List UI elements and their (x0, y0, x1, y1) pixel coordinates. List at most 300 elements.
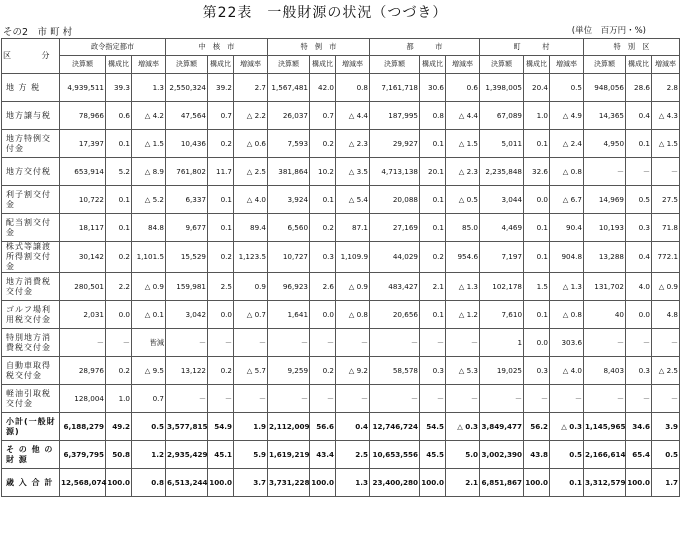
table-cell: 0.0 (208, 301, 234, 329)
table-cell: 1.5 (524, 273, 550, 301)
table-cell: 40 (584, 301, 626, 329)
table-cell: 1,123.5 (234, 242, 268, 273)
table-cell: 1,619,219 (268, 441, 310, 469)
table-cell: 1.3 (132, 74, 166, 102)
table-cell: 303.6 (550, 329, 584, 357)
table-cell: 89.4 (234, 214, 268, 242)
row-label: 地方交付税 (2, 158, 60, 186)
table-cell: 0.7 (208, 102, 234, 130)
table-cell: － (310, 329, 336, 357)
table-cell: 6,560 (268, 214, 310, 242)
table-cell: － (310, 385, 336, 413)
table-cell: 0.5 (550, 74, 584, 102)
table-cell: 3.9 (652, 413, 680, 441)
table-cell: 15,529 (166, 242, 208, 273)
table-cell: 14,969 (584, 186, 626, 214)
table-row (2, 74, 680, 102)
table-cell: － (626, 158, 652, 186)
table-cell: 0.9 (234, 273, 268, 301)
table-cell: 0.2 (106, 242, 132, 273)
table-cell: 54.9 (208, 413, 234, 441)
table-cell: 7,197 (480, 242, 524, 273)
table-cell: 10,722 (60, 186, 106, 214)
group-header: 町 村 (480, 39, 584, 56)
column-subheader: 構成比 (310, 56, 336, 74)
table-cell: 1,145,965 (584, 413, 626, 441)
table-cell: 483,427 (370, 273, 420, 301)
table-cell: 131,702 (584, 273, 626, 301)
table-cell: △ 2.3 (336, 130, 370, 158)
table-cell: － (626, 385, 652, 413)
table-row (2, 214, 680, 242)
column-subheader: 増減率 (234, 56, 268, 74)
table-row (2, 329, 680, 357)
table-cell: 11.7 (208, 158, 234, 186)
table-cell: 0.1 (550, 469, 584, 497)
table-cell: △ 1.2 (446, 301, 480, 329)
table-cell: 2,031 (60, 301, 106, 329)
table-cell: 10,727 (268, 242, 310, 273)
column-subheader: 決算額 (370, 56, 420, 74)
table-cell: 6,337 (166, 186, 208, 214)
table-cell: 87.1 (336, 214, 370, 242)
table-cell: 0.0 (626, 301, 652, 329)
table-cell: 2.6 (310, 273, 336, 301)
table-cell: △ 5.3 (446, 357, 480, 385)
table-cell: 54.5 (420, 413, 446, 441)
table-cell: 100.0 (106, 469, 132, 497)
table-cell: 2.1 (446, 469, 480, 497)
table-cell: 5.2 (106, 158, 132, 186)
table-cell: 4,469 (480, 214, 524, 242)
column-subheader: 決算額 (268, 56, 310, 74)
table-cell: 13,288 (584, 242, 626, 273)
table-cell: 0.1 (420, 186, 446, 214)
table-cell: 954.6 (446, 242, 480, 273)
table-row (2, 413, 680, 441)
table-cell: － (550, 385, 584, 413)
table-cell: 皆減 (132, 329, 166, 357)
table-cell: △ 9.2 (336, 357, 370, 385)
column-subheader: 増減率 (336, 56, 370, 74)
table-cell: 3,577,815 (166, 413, 208, 441)
table-cell: 0.3 (626, 357, 652, 385)
table-cell: 10,193 (584, 214, 626, 242)
table-cell: △ 4.2 (132, 102, 166, 130)
table-cell: 2.8 (652, 74, 680, 102)
table-cell: 100.0 (524, 469, 550, 497)
table-cell: － (626, 329, 652, 357)
table-cell: 3,731,228 (268, 469, 310, 497)
row-label: そ の 他 の 財 源 (2, 441, 60, 469)
table-row (2, 301, 680, 329)
table-cell: 44,029 (370, 242, 420, 273)
table-cell: － (446, 329, 480, 357)
table-cell: 78,966 (60, 102, 106, 130)
column-subheader: 決算額 (166, 56, 208, 74)
table-cell: 0.2 (420, 242, 446, 273)
table-cell: 0.2 (310, 214, 336, 242)
table-cell: 3,312,579 (584, 469, 626, 497)
table-cell: 3.7 (234, 469, 268, 497)
row-label: 自動車取得税交付金 (2, 357, 60, 385)
table-cell: 7,593 (268, 130, 310, 158)
table-cell: 26,037 (268, 102, 310, 130)
table-cell: △ 5.7 (234, 357, 268, 385)
table-cell: 56.2 (524, 413, 550, 441)
table-cell: 49.2 (106, 413, 132, 441)
table-cell: 0.2 (208, 130, 234, 158)
table-cell: 0.4 (626, 102, 652, 130)
table-cell: － (584, 158, 626, 186)
table-cell: 280,501 (60, 273, 106, 301)
group-header: 政令指定都市 (60, 39, 166, 56)
table-cell: 30.6 (420, 74, 446, 102)
table-cell: － (584, 329, 626, 357)
table-cell: 34.6 (626, 413, 652, 441)
table-cell: △ 0.3 (550, 413, 584, 441)
row-label: ゴルフ場利用税交付金 (2, 301, 60, 329)
table-row (2, 357, 680, 385)
table-cell: 2,935,429 (166, 441, 208, 469)
table-cell: 3,044 (480, 186, 524, 214)
group-header: 特 例 市 (268, 39, 370, 56)
table-cell: 0.0 (310, 301, 336, 329)
table-row (2, 130, 680, 158)
column-subheader: 決算額 (584, 56, 626, 74)
page-title: 第22表 一般財源の状況（つづき） (202, 5, 448, 21)
table-cell: 1.3 (336, 469, 370, 497)
table-cell: △ 8.9 (132, 158, 166, 186)
table-cell: 1,641 (268, 301, 310, 329)
table-cell: 0.1 (524, 130, 550, 158)
table-row (2, 242, 680, 273)
table-cell: △ 0.9 (336, 273, 370, 301)
table-cell: 7,161,718 (370, 74, 420, 102)
table-cell: 1.9 (234, 413, 268, 441)
table-cell: 0.7 (310, 102, 336, 130)
column-subheader: 構成比 (106, 56, 132, 74)
table-cell: 30,142 (60, 242, 106, 273)
table-cell: △ 9.5 (132, 357, 166, 385)
table-cell: 1.2 (132, 441, 166, 469)
table-cell: 1,109.9 (336, 242, 370, 273)
row-label: 小計(一般財源) (2, 413, 60, 441)
table-cell: 0.2 (208, 357, 234, 385)
table-cell: － (208, 329, 234, 357)
row-label: 地方消費税交付金 (2, 273, 60, 301)
table-cell: 0.4 (336, 413, 370, 441)
table-cell: △ 2.5 (234, 158, 268, 186)
table-cell: 32.6 (524, 158, 550, 186)
column-subheader: 構成比 (208, 56, 234, 74)
table-cell: 0.2 (106, 357, 132, 385)
table-row (2, 186, 680, 214)
table-cell: 6,379,795 (60, 441, 106, 469)
table-cell: － (652, 158, 680, 186)
table-cell: 2.1 (420, 273, 446, 301)
table-cell: 20.1 (420, 158, 446, 186)
table-cell: 0.2 (208, 242, 234, 273)
table-cell: 904.8 (550, 242, 584, 273)
table-cell: － (166, 385, 208, 413)
table-cell: 20,656 (370, 301, 420, 329)
table-cell: 0.3 (626, 214, 652, 242)
table-cell: 42.0 (310, 74, 336, 102)
table-cell: 2,112,009 (268, 413, 310, 441)
table-cell: － (268, 385, 310, 413)
table-cell: 47,564 (166, 102, 208, 130)
table-cell: 2.5 (208, 273, 234, 301)
group-header: 特 別 区 (584, 39, 680, 56)
table-cell: 0.5 (626, 186, 652, 214)
table-cell: △ 3.5 (336, 158, 370, 186)
table-cell: 159,981 (166, 273, 208, 301)
table-cell: 6,851,867 (480, 469, 524, 497)
table-cell: 13,122 (166, 357, 208, 385)
table-cell: 653,914 (60, 158, 106, 186)
table-cell: △ 0.8 (336, 301, 370, 329)
table-cell: 3,924 (268, 186, 310, 214)
table-cell: 6,513,244 (166, 469, 208, 497)
table-cell: － (234, 329, 268, 357)
table-cell: 17,397 (60, 130, 106, 158)
table-cell: △ 6.7 (550, 186, 584, 214)
table-cell: 67,089 (480, 102, 524, 130)
table-cell: 0.0 (106, 301, 132, 329)
table-cell: 0.1 (420, 214, 446, 242)
table-cell: － (524, 385, 550, 413)
table-cell: 948,056 (584, 74, 626, 102)
row-label: 株式等譲渡所得割交付金 (2, 242, 60, 273)
table-row (2, 469, 680, 497)
table-cell: △ 2.5 (652, 357, 680, 385)
table-cell: － (652, 385, 680, 413)
table-cell: △ 0.7 (234, 301, 268, 329)
table-cell: 39.2 (208, 74, 234, 102)
row-label: 地方特例交付金 (2, 130, 60, 158)
table-cell: － (234, 385, 268, 413)
table-cell: △ 4.4 (446, 102, 480, 130)
table-cell: 19,025 (480, 357, 524, 385)
table-cell: 0.2 (310, 130, 336, 158)
column-subheader: 増減率 (550, 56, 584, 74)
table-cell: △ 1.3 (446, 273, 480, 301)
table-cell: 1,398,005 (480, 74, 524, 102)
table-cell: 3,042 (166, 301, 208, 329)
table-cell: 12,568,074 (60, 469, 106, 497)
table-cell: 20,088 (370, 186, 420, 214)
table-cell: 0.8 (336, 74, 370, 102)
table-cell: △ 4.4 (336, 102, 370, 130)
table-cell: △ 0.8 (550, 158, 584, 186)
table-cell: 4.8 (652, 301, 680, 329)
table-cell: － (420, 385, 446, 413)
table-cell: 27.5 (652, 186, 680, 214)
row-label: 地 方 税 (2, 74, 60, 102)
table-cell: 100.0 (626, 469, 652, 497)
table-cell: 4,713,138 (370, 158, 420, 186)
table-cell: 2,550,324 (166, 74, 208, 102)
table-cell: △ 4.3 (652, 102, 680, 130)
table-cell: △ 0.3 (446, 413, 480, 441)
table-cell: 2,235,848 (480, 158, 524, 186)
table-cell: － (106, 329, 132, 357)
table-cell: △ 1.5 (132, 130, 166, 158)
table-cell: △ 5.4 (336, 186, 370, 214)
column-subheader: 構成比 (420, 56, 446, 74)
table-cell: 0.5 (652, 441, 680, 469)
group-header: 都 市 (370, 39, 480, 56)
unit-note: (単位 百万円・%) (571, 26, 646, 36)
table-cell: － (370, 385, 420, 413)
table-cell: 7,610 (480, 301, 524, 329)
row-label: 軽油引取税交付金 (2, 385, 60, 413)
table-cell: － (446, 385, 480, 413)
table-cell: △ 0.8 (550, 301, 584, 329)
table-cell: 23,400,280 (370, 469, 420, 497)
table-cell: 0.1 (626, 130, 652, 158)
table-cell: 45.1 (208, 441, 234, 469)
table-cell: 9,677 (166, 214, 208, 242)
table-cell: 58,578 (370, 357, 420, 385)
column-subheader: 増減率 (132, 56, 166, 74)
table-row (2, 441, 680, 469)
table-cell: 65.4 (626, 441, 652, 469)
table-cell: 0.4 (626, 242, 652, 273)
general-revenue-table (1, 38, 680, 497)
table-cell: 2.2 (106, 273, 132, 301)
column-subheader: 増減率 (652, 56, 680, 74)
table-cell: 14,365 (584, 102, 626, 130)
table-cell: 4,950 (584, 130, 626, 158)
table-cell: 43.8 (524, 441, 550, 469)
table-cell: 0.1 (310, 186, 336, 214)
table-cell: △ 0.9 (652, 273, 680, 301)
table-cell: △ 5.2 (132, 186, 166, 214)
table-cell: △ 2.3 (446, 158, 480, 186)
table-cell: 100.0 (420, 469, 446, 497)
table-cell: 0.6 (446, 74, 480, 102)
table-cell: 71.8 (652, 214, 680, 242)
table-cell: － (336, 385, 370, 413)
table-cell: △ 1.3 (550, 273, 584, 301)
table-cell: 56.6 (310, 413, 336, 441)
table-cell: 20.4 (524, 74, 550, 102)
column-subheader: 決算額 (60, 56, 106, 74)
table-cell: 0.0 (524, 186, 550, 214)
row-label: 特別地方消費税交付金 (2, 329, 60, 357)
table-cell: 9,259 (268, 357, 310, 385)
table-cell: 0.1 (208, 186, 234, 214)
table-cell: 128,004 (60, 385, 106, 413)
table-cell: 100.0 (310, 469, 336, 497)
table-cell: 381,864 (268, 158, 310, 186)
table-cell: 50.8 (106, 441, 132, 469)
table-cell: 0.1 (524, 242, 550, 273)
table-cell: △ 0.9 (132, 273, 166, 301)
table-cell: 96,923 (268, 273, 310, 301)
table-cell: 4.0 (626, 273, 652, 301)
column-subheader: 構成比 (626, 56, 652, 74)
table-cell: △ 0.6 (234, 130, 268, 158)
table-cell: 1.0 (106, 385, 132, 413)
table-row (2, 273, 680, 301)
table-cell: 0.1 (106, 186, 132, 214)
table-cell: △ 1.5 (446, 130, 480, 158)
table-cell: 0.3 (524, 357, 550, 385)
table-cell: 0.2 (310, 357, 336, 385)
table-cell: 1,101.5 (132, 242, 166, 273)
table-cell: △ 4.0 (234, 186, 268, 214)
table-cell: 8,403 (584, 357, 626, 385)
table-cell: 28,976 (60, 357, 106, 385)
table-cell: 0.1 (208, 214, 234, 242)
table-cell: △ 0.1 (132, 301, 166, 329)
table-cell: 6,188,279 (60, 413, 106, 441)
table-cell: 4,939,511 (60, 74, 106, 102)
table-cell: 28.6 (626, 74, 652, 102)
table-cell: 10,653,556 (370, 441, 420, 469)
table-cell: 29,927 (370, 130, 420, 158)
table-cell: － (208, 385, 234, 413)
table-cell: 0.1 (106, 130, 132, 158)
table-cell: － (336, 329, 370, 357)
table-cell: － (370, 329, 420, 357)
table-cell: － (166, 329, 208, 357)
table-cell: 0.1 (106, 214, 132, 242)
table-cell: 2.5 (336, 441, 370, 469)
table-row (2, 102, 680, 130)
table-cell: 10.2 (310, 158, 336, 186)
table-cell: － (420, 329, 446, 357)
table-cell: 0.0 (524, 329, 550, 357)
table-cell: － (480, 385, 524, 413)
corner-label: 区 分 (2, 39, 60, 74)
table-cell: 12,746,724 (370, 413, 420, 441)
column-subheader: 増減率 (446, 56, 480, 74)
table-cell: 45.5 (420, 441, 446, 469)
row-label: 利子割交付金 (2, 186, 60, 214)
table-cell: 5.9 (234, 441, 268, 469)
table-cell: 2,166,614 (584, 441, 626, 469)
table-cell: 0.6 (106, 102, 132, 130)
table-cell: 0.3 (310, 242, 336, 273)
table-cell: 5,011 (480, 130, 524, 158)
table-cell: 0.1 (420, 301, 446, 329)
table-cell: 10,436 (166, 130, 208, 158)
table-cell: △ 2.2 (234, 102, 268, 130)
table-cell: 761,802 (166, 158, 208, 186)
table-cell: △ 2.4 (550, 130, 584, 158)
table-row (2, 385, 680, 413)
table-cell: 0.1 (524, 301, 550, 329)
table-cell: 27,169 (370, 214, 420, 242)
table-cell: 1.7 (652, 469, 680, 497)
group-header: 中 核 市 (166, 39, 268, 56)
column-subheader: 構成比 (524, 56, 550, 74)
table-cell: 90.4 (550, 214, 584, 242)
table-cell: 18,117 (60, 214, 106, 242)
table-cell: 0.7 (132, 385, 166, 413)
table-subtitle: その2 市 町 村 (3, 27, 73, 38)
table-cell: 102,178 (480, 273, 524, 301)
table-cell: 187,995 (370, 102, 420, 130)
table-cell: 0.1 (524, 214, 550, 242)
table-row (2, 158, 680, 186)
table-cell: 0.8 (132, 469, 166, 497)
row-label: 歳 入 合 計 (2, 469, 60, 497)
